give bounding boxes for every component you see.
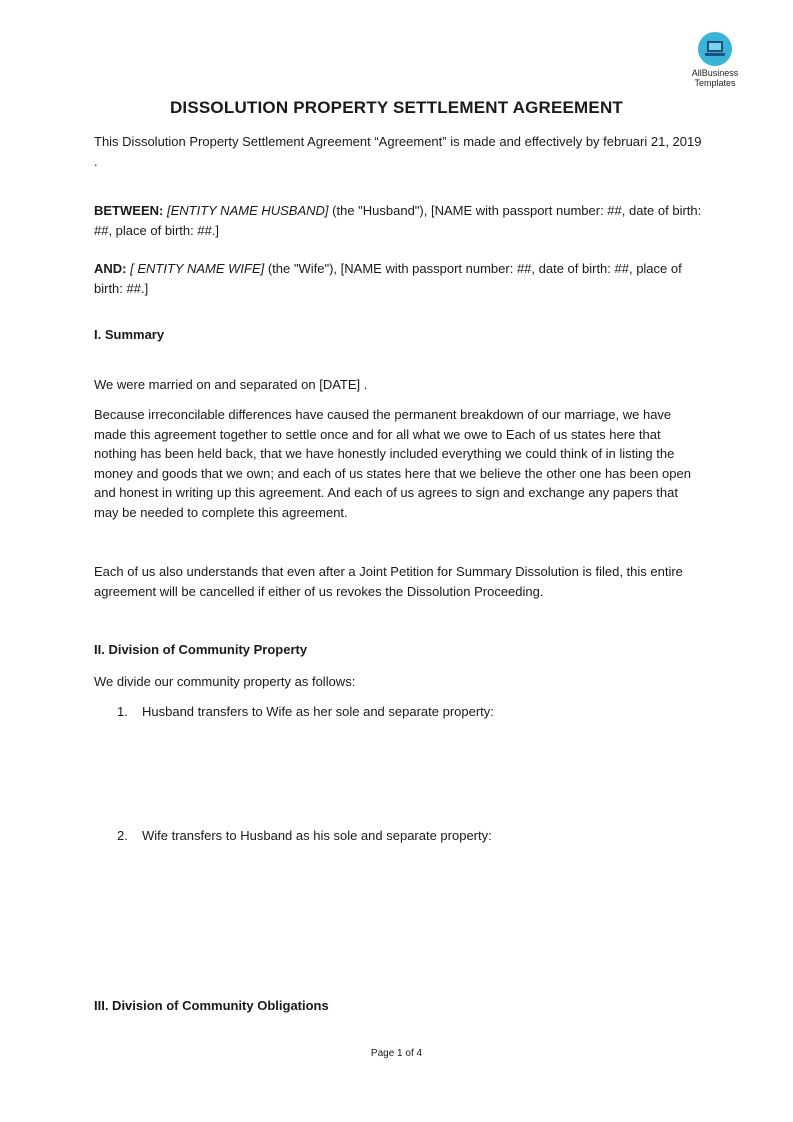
property-intro: We divide our community property as follows: [94,674,356,689]
list-item-number: 2. [117,828,128,843]
company-logo [680,32,750,88]
wife-role: (the "Wife"), [264,261,338,276]
husband-entity: [ENTITY NAME HUSBAND] [166,203,329,218]
marriage-dates: We were married on and separated on [DATE] . [94,377,368,392]
list-item-text: Husband transfers to Wife as her sole and separate property: [142,704,494,719]
list-item-text: Wife transfers to Husband as his sole and separate property: [142,828,492,843]
laptop-icon [705,40,725,58]
logo-badge [698,32,732,66]
husband-role: (the "Husband"), [328,203,428,218]
section-heading-obligations: III. Division of Community Obligations [94,998,329,1013]
husband-details: [NAME with passport number: ##, date of birth: ##, place of birth: ##.] [94,203,702,238]
summary-paragraph-2: Each of us also understands that even after a Joint Petition for Summary Dissolution is filed, this entire agreement will be cancelled if either of us revokes the Dissolution Proceeding. [94,564,683,599]
list-item [117,702,494,721]
document-title: DISSOLUTION PROPERTY SETTLEMENT AGREEMENT [169,98,624,117]
list-item-number: 1. [117,704,128,719]
page-footer: Page 1 of 4 [370,1048,423,1059]
and-label: AND: [94,261,127,276]
summary-paragraph-1: Because irreconcilable differences have caused the permanent breakdown of our marriage, we have made this agreement together to settle once and for all what we owe to Each of us states here that nothing has been held back, that we have honestly included everything we could think of in listing the money and goods that we own; and each of us states here that we believe the other one has been open and honest in writing up this agreement. And each of us agrees to sign and exchange any papers that may be needed to complete this agreement. [94,407,691,520]
wife-entity: [ ENTITY NAME WIFE] [130,261,265,276]
between-label: BETWEEN: [94,203,164,218]
intro-paragraph: This Dissolution Property Settlement Agreement “Agreement” is made and effectively by februari 21, 2019 . [94,134,702,169]
section-heading-summary: I. Summary [94,327,165,342]
section-heading-property: II. Division of Community Property [94,642,308,657]
logo-line-2: Templates [694,78,736,88]
wife-details: [NAME with passport number: ##, date of birth: ##, place of birth: ##.] [94,261,682,296]
and-party [94,259,704,298]
list-item [117,826,492,845]
logo-line-1: AllBusiness [691,68,739,78]
between-party [94,201,704,240]
logo-text [680,68,750,88]
